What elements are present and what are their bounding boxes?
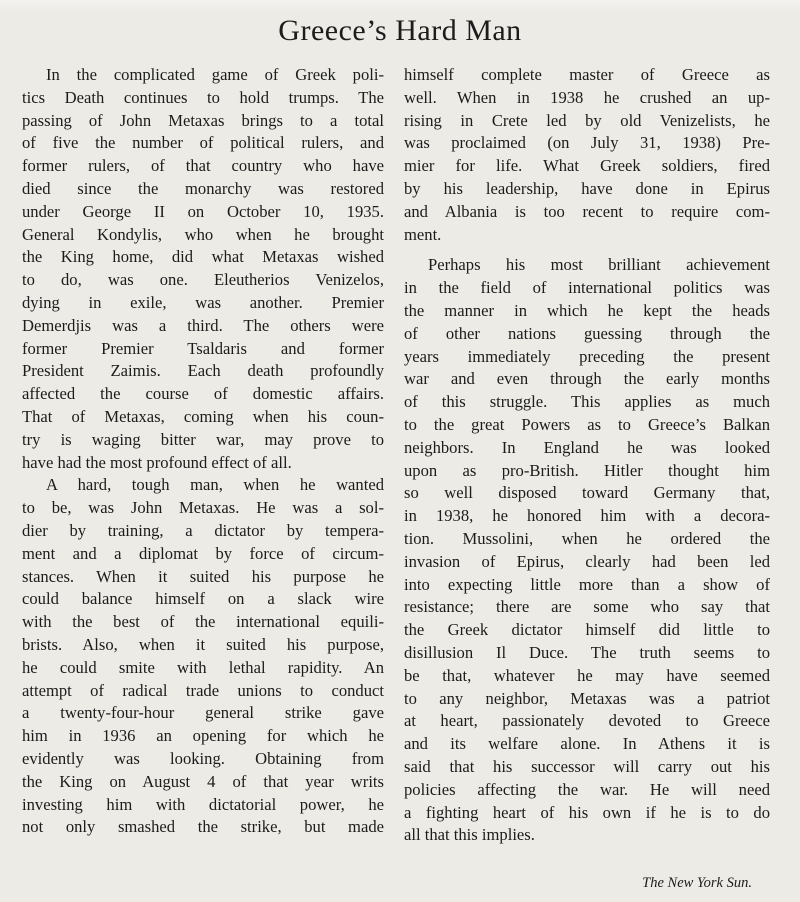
text-line: to do, was one. Eleutherios Venizelos, — [22, 270, 384, 290]
text-line: he could smite with lethal rapidity. An — [22, 657, 384, 677]
text-line: former rulers, of that country who have — [22, 156, 384, 176]
text-line: ment and a diplomat by force of circum- — [22, 543, 384, 563]
text-line: the Greek dictator himself did little to — [404, 620, 770, 640]
text-line: evidently was looking. Obtaining from — [22, 748, 384, 768]
text-line: try is waging bitter war, may prove to — [22, 429, 384, 449]
text-line: the King on August 4 of that year writs — [22, 771, 384, 791]
text-line: at heart, passionately devoted to Greece — [404, 711, 770, 731]
text-line: dying in exile, was another. Premier — [22, 292, 384, 312]
text-line: him in 1936 an opening for which he — [22, 726, 384, 746]
text-line: That of Metaxas, coming when his coun- — [22, 406, 384, 426]
left-column — [22, 64, 384, 839]
text-line: passing of John Metaxas brings to a total — [22, 110, 384, 130]
text-line: a fighting heart of his own if he is to do — [404, 802, 770, 822]
text-line: not only smashed the strike, but made — [22, 817, 384, 837]
text-line: so well disposed toward Germany that, — [404, 483, 770, 503]
text-line: be that, whatever he may have seemed — [404, 665, 770, 685]
text-line: resistance; there are some who say that — [404, 597, 770, 617]
text-line: to be, was John Metaxas. He was a sol- — [22, 498, 384, 518]
text-line: tics Death continues to hold trumps. The — [22, 87, 384, 107]
text-line: attempt of radical trade unions to conduct — [22, 680, 384, 700]
text-line: the manner in which he kept the heads — [404, 300, 770, 320]
text-line: by his leadership, have done in Epirus — [404, 178, 770, 198]
text-line: investing him with dictatorial power, he — [22, 794, 384, 814]
text-line: and Albania is too recent to require com- — [404, 201, 770, 221]
text-line: have had the most profound effect of all. — [22, 452, 292, 472]
text-line: affected the course of domestic affairs. — [22, 384, 384, 404]
text-line: neighbors. In England he was looked — [404, 437, 770, 457]
text-line: stances. When it suited his purpose he — [22, 566, 384, 586]
text-line: all that this implies. — [404, 825, 535, 845]
source-attribution: The New York Sun. — [642, 875, 752, 891]
text-line: invasion of Epirus, clearly had been led — [404, 551, 770, 571]
text-line: ment. — [404, 224, 442, 244]
text-line: A hard, tough man, when he wanted — [46, 475, 384, 495]
text-line: years immediately preceding the present — [404, 346, 770, 366]
text-line: to any neighbor, Metaxas was a patriot — [404, 688, 770, 708]
paragraph-gap — [404, 246, 770, 254]
previous-page-bleed — [0, 0, 800, 14]
text-line: of other nations guessing through the — [404, 323, 770, 343]
text-line: the King home, did what Metaxas wished — [22, 247, 384, 267]
article-title: Greece’s Hard Man — [278, 14, 522, 47]
text-line: said that his successor will carry out his — [404, 756, 770, 776]
text-line: policies affecting the war. He will need — [404, 779, 770, 799]
text-line: in the field of international politics was — [404, 278, 770, 298]
text-line: was proclaimed (on July 31, 1938) Pre- — [404, 133, 770, 153]
right-column — [404, 64, 770, 847]
text-line: well. When in 1938 he crushed an up- — [404, 87, 770, 107]
text-line: to the great Powers as to Greece’s Balkan — [404, 414, 770, 434]
text-line: of this struggle. This applies as much — [404, 392, 770, 412]
text-line: In the complicated game of Greek poli- — [46, 65, 384, 84]
text-line: President Zaimis. Each death profoundly — [22, 361, 384, 381]
text-line: of five the number of political rulers, and — [22, 133, 384, 153]
text-line: died since the monarchy was restored — [22, 178, 384, 198]
text-line: Demerdjis was a third. The others were — [22, 315, 384, 335]
text-line: rising in Crete led by old Venizelists, he — [404, 110, 770, 130]
text-line: dier by training, a dictator by tempera- — [22, 520, 384, 540]
text-line: into expecting little more than a show of — [404, 574, 770, 594]
text-line: himself complete master of Greece as — [404, 65, 770, 84]
text-line: and its welfare alone. In Athens it is — [404, 734, 770, 754]
text-line: a twenty-four-hour general strike gave — [22, 703, 384, 723]
text-line: tion. Mussolini, when he ordered the — [404, 528, 770, 548]
text-line: Perhaps his most brilliant achievement — [428, 255, 770, 275]
text-line: war and even through the early months — [404, 369, 770, 389]
text-line: under George II on October 10, 1935. — [22, 201, 384, 221]
text-line: in 1938, he honored him with a decora- — [404, 506, 770, 526]
text-line: with the best of the international equili- — [22, 612, 384, 632]
text-line: disillusion Il Duce. The truth seems to — [404, 642, 770, 662]
text-line: former Premier Tsaldaris and former — [22, 338, 384, 358]
text-line: mier for life. What Greek soldiers, fired — [404, 156, 770, 176]
text-line: upon as pro-British. Hitler thought him — [404, 460, 770, 480]
text-line: General Kondylis, who when he brought — [22, 224, 384, 244]
text-line: could balance himself on a slack wire — [22, 589, 384, 609]
text-line: brists. Also, when it suited his purpose, — [22, 634, 384, 654]
